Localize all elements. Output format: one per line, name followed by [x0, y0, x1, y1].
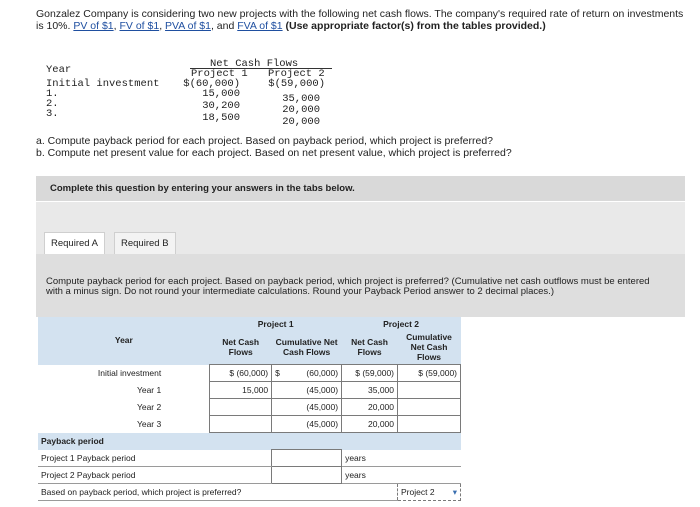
p2-payback-input[interactable] [272, 467, 342, 484]
p1-net-year3[interactable] [210, 416, 272, 433]
p1-header: Project 1 [191, 68, 248, 80]
p2-payback-label: Project 2 Payback period [38, 467, 272, 484]
payback-header-row [38, 433, 461, 450]
p1-net-initial[interactable]: $ (60,000) [210, 365, 272, 382]
p2-cum-year3[interactable] [398, 416, 461, 433]
p1-payback-row [38, 450, 461, 467]
chevron-down-icon: ▾ [452, 486, 457, 497]
intro-connector: , and [210, 20, 238, 32]
fva-link[interactable]: FVA of $1 [237, 20, 283, 32]
tab-required-b[interactable]: Required B [114, 232, 176, 255]
p2-cum-header: Cumulative Net Cash Flows [398, 330, 461, 365]
answer-project1-header: Project 1 [210, 317, 342, 330]
p1-cum-year1[interactable]: (45,000) [272, 382, 342, 399]
pv-link[interactable]: PV of $1 [73, 20, 114, 32]
answer-label-year3: Year 3 [136, 419, 162, 429]
row-label-initial: Initial investment [46, 78, 160, 90]
p1-cum-year2[interactable]: (45,000) [272, 399, 342, 416]
p1-payback-input[interactable] [272, 450, 342, 467]
year-header: Year [46, 64, 72, 76]
question-a: a. Compute payback period for each project. Based on payback period, which project is preferred? [36, 135, 494, 147]
answer-label-year1: Year 1 [136, 385, 162, 395]
p1-net-year1[interactable]: 15,000 [210, 382, 272, 399]
fv-link[interactable]: FV of $1 [119, 20, 160, 32]
preferred-select[interactable] [398, 484, 461, 501]
intro-instruction: (Use appropriate factor(s) from the tables provided.) [282, 20, 546, 32]
preferred-label: Based on payback period, which project is preferred? [38, 484, 398, 501]
answer-year-header: Year [38, 317, 210, 365]
p2-year3: 20,000 [282, 116, 320, 128]
answer-table [38, 317, 461, 501]
p1-net-year2[interactable] [210, 399, 272, 416]
p1-year3: 18,500 [202, 112, 240, 124]
complete-banner [36, 176, 685, 201]
p2-net-year1[interactable]: 35,000 [342, 382, 398, 399]
p1-cum-year3[interactable]: (45,000) [272, 416, 342, 433]
p1-cum-initial-value: (60,000) [306, 368, 339, 378]
answer-row-year2 [38, 399, 461, 416]
instructions-text: Compute payback period for each project. Based on payback period, which project is preferred? (Cumulative net cash outflows must be entered with a minus sign. Do not round your intermediate calculations. Round your Payback Period answer to 2 decimal places.) [46, 276, 650, 297]
question-b: b. Compute net present value for each project. Based on net present value, which project is preferred? [36, 147, 512, 159]
problem-intro: Gonzalez Company is considering two new projects with the following net cash flows. The company's required rate of return on investments is 10%. PV of $1, FV of $1, PVA of $1, and FVA of $1 (Use appropriate factor(s) from the tables provided.) [36, 8, 684, 32]
p1-cum-header: Cumulative Net Cash Flows [272, 330, 342, 365]
p2-header: Project 2 [268, 68, 325, 80]
p2-payback-row [38, 467, 461, 484]
preferred-value: Project 2 [401, 486, 435, 497]
p2-year1: 35,000 [282, 93, 320, 105]
p2-cum-year1[interactable] [398, 382, 461, 399]
pva-link[interactable]: PVA of $1 [165, 20, 211, 32]
tab-required-a[interactable]: Required A [44, 232, 105, 255]
answer-row-year1 [38, 382, 461, 399]
ncf-title: Net Cash Flows [210, 58, 299, 70]
answer-label-year2: Year 2 [136, 402, 162, 412]
p1-payback-label: Project 1 Payback period [38, 450, 272, 467]
p1-net-header: Net Cash Flows [210, 330, 272, 365]
row-label-3: 3. [46, 108, 59, 120]
p2-cum-initial[interactable]: $ (59,000) [398, 365, 461, 382]
answer-label-initial: Initial investment [97, 368, 162, 378]
row-label-2: 2. [46, 98, 59, 110]
p2-cum-year2[interactable] [398, 399, 461, 416]
p1-cum-initial[interactable] [272, 365, 342, 382]
p1-year2: 30,200 [202, 100, 240, 112]
p2-net-year3[interactable]: 20,000 [342, 416, 398, 433]
p2-net-initial[interactable]: $ (59,000) [342, 365, 398, 382]
p2-net-header: Net Cash Flows [342, 330, 398, 365]
answer-row-initial [38, 365, 461, 382]
p2-years-unit: years [342, 467, 461, 484]
intro-sentence: Gonzalez Company is considering two new projects with the following net cash flows. The company's required rate of return on investments is 10%. [36, 8, 684, 32]
preferred-row [38, 484, 461, 501]
answer-row-year3 [38, 416, 461, 433]
p1-initial: $(60,000) [183, 78, 240, 90]
p2-year2: 20,000 [282, 104, 320, 116]
row-label-1: 1. [46, 88, 59, 100]
complete-banner-text: Complete this question by entering your answers in the tabs below. [50, 183, 355, 194]
p1-cum-initial-prefix: $ [275, 368, 280, 378]
payback-header: Payback period [38, 433, 461, 450]
answer-project2-header: Project 2 [342, 317, 461, 330]
p1-year1: 15,000 [202, 88, 240, 100]
p2-initial: $(59,000) [268, 78, 325, 90]
p1-years-unit: years [342, 450, 461, 467]
p2-net-year2[interactable]: 20,000 [342, 399, 398, 416]
